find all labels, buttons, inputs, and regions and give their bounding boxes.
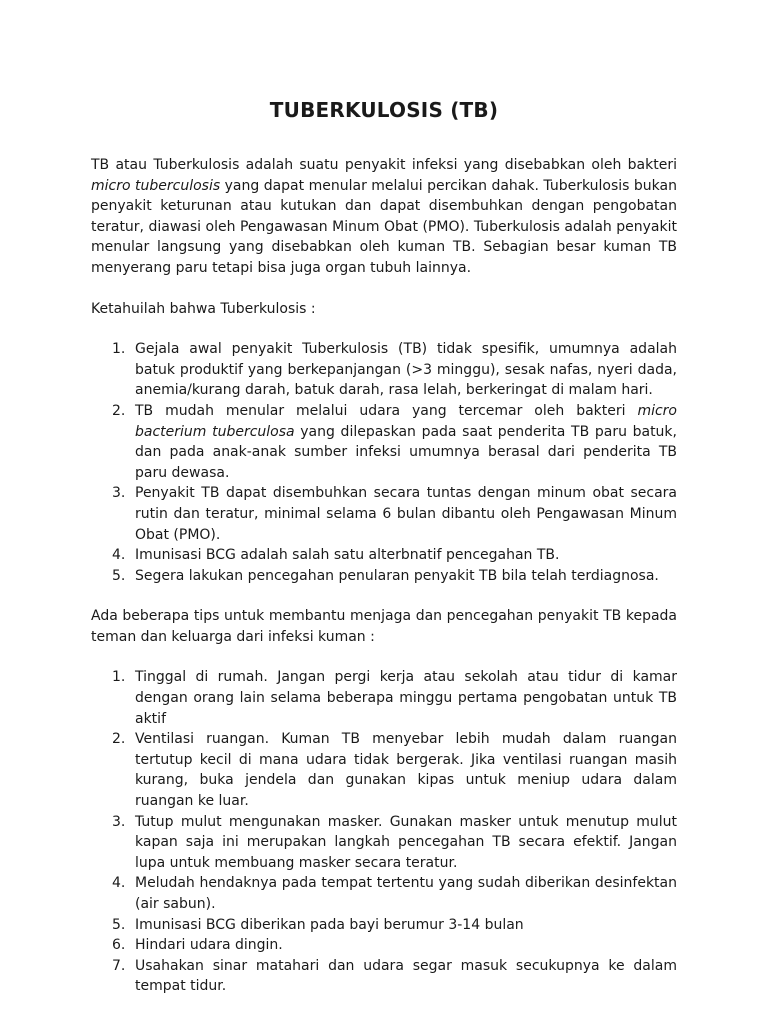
list-number: 3. — [112, 485, 126, 502]
list-item — [91, 729, 677, 811]
list-number: 2. — [112, 402, 126, 419]
intro-text-1: TB atau Tuberkulosis adalah suatu penyakit infeksi yang disebabkan oleh bakteri — [91, 157, 677, 173]
list-item — [91, 915, 677, 936]
list-item-text: Imunisasi BCG adalah salah satu alterbnatif pencegahan TB. — [135, 547, 560, 564]
list-item-text: Imunisasi BCG diberikan pada bayi berumur 3-14 bulan — [135, 916, 524, 933]
list-item — [91, 401, 677, 483]
list-number: 4. — [112, 875, 126, 892]
list-item — [91, 935, 677, 956]
intro-paragraph — [91, 155, 677, 279]
list-number: 7. — [112, 957, 126, 974]
list-item-text: Gejala awal penyakit Tuberkulosis (TB) tidak spesifik, umumnya adalah batuk produktif yang berkepanjangan (>3 minggu), sesak nafas, nyeri dada, anemia/kurang darah, batuk darah, rasa lelah, berkeringat di malam hari. — [135, 341, 677, 399]
facts-list — [91, 339, 677, 586]
list-item — [91, 483, 677, 545]
list-number: 3. — [112, 813, 126, 830]
list-item — [91, 956, 677, 997]
facts-heading: Ketahuilah bahwa Tuberkulosis : — [91, 300, 316, 317]
list-item — [91, 873, 677, 914]
list-item-text: Meludah hendaknya pada tempat tertentu yang sudah diberikan desinfektan (air sabun). — [135, 875, 677, 912]
list-item-text: Usahakan sinar matahari dan udara segar masuk secukupnya ke dalam tempat tidur. — [135, 957, 677, 995]
list-item-text: Tinggal di rumah. Jangan pergi kerja atau sekolah atau tidur di kamar dengan orang lain selama beberapa minggu pertama pengobatan untuk TB aktif — [135, 669, 677, 727]
list-item — [91, 566, 677, 587]
list-item-text: Penyakit TB dapat disembuhkan secara tuntas dengan minum obat secara rutin dan teratur, minimal selama 6 bulan dibantu oleh Pengawasan Minum Obat (PMO). — [135, 485, 677, 543]
intro-text-2: yang dapat menular melalui percikan dahak. Tuberkulosis bukan penyakit keturunan atau kutukan dan dapat disembuhkan dengan pengobatan teratur, diawasi oleh Pengawasan Minum Obat (PMO). Tuberkulosis adalah penyakit menular langsung yang disebabkan oleh kuman TB. Sebagian besar kuman TB menyerang paru tetapi bisa juga organ tubuh lainnya. — [91, 177, 677, 276]
list-number: 4. — [112, 547, 126, 564]
list-number: 1. — [112, 669, 126, 686]
list-item-text: Segera lakukan pencegahan penularan penyakit TB bila telah terdiagnosa. — [135, 567, 659, 584]
list-number: 6. — [112, 937, 126, 954]
list-item — [91, 667, 677, 729]
list-item — [91, 812, 677, 874]
tips-heading: Ada beberapa tips untuk membantu menjaga dan pencegahan penyakit TB kepada teman dan keluarga dari infeksi kuman : — [91, 608, 677, 645]
list-number: 1. — [112, 341, 126, 358]
tips-list — [91, 667, 677, 997]
document-page — [91, 92, 677, 997]
list-number: 2. — [112, 731, 126, 748]
list-number: 5. — [112, 916, 126, 933]
list-item-text-pre: TB mudah menular melalui udara yang tercemar oleh bakteri — [135, 402, 638, 419]
list-item-italic-term: micro bacterium tuberculosa — [135, 402, 677, 440]
list-number: 5. — [112, 567, 126, 584]
list-item-text: Ventilasi ruangan. Kuman TB menyebar lebih mudah dalam ruangan tertutup kecil di mana udara tidak bergerak. Jika ventilasi ruangan masih kurang, buka jendela dan gunakan kipas untuk meniup udara dalam ruangan ke luar. — [135, 731, 677, 810]
list-item — [91, 339, 677, 401]
list-item-text: Hindari udara dingin. — [135, 937, 283, 954]
list-item — [91, 545, 677, 566]
list-item-text-post: yang dilepaskan pada saat penderita TB paru batuk, dan pada anak-anak sumber infeksi umumnya berasal dari penderita TB paru dewasa. — [135, 423, 677, 481]
list-item-text: Tutup mulut mengunakan masker. Gunakan masker untuk menutup mulut kapan saja ini merupakan langkah pencegahan TB secara efektif. Jangan lupa untuk membuang masker secara teratur. — [135, 813, 677, 871]
document-title: TUBERKULOSIS (TB) — [269, 98, 499, 122]
intro-italic-term: micro tuberculosis — [91, 177, 221, 194]
